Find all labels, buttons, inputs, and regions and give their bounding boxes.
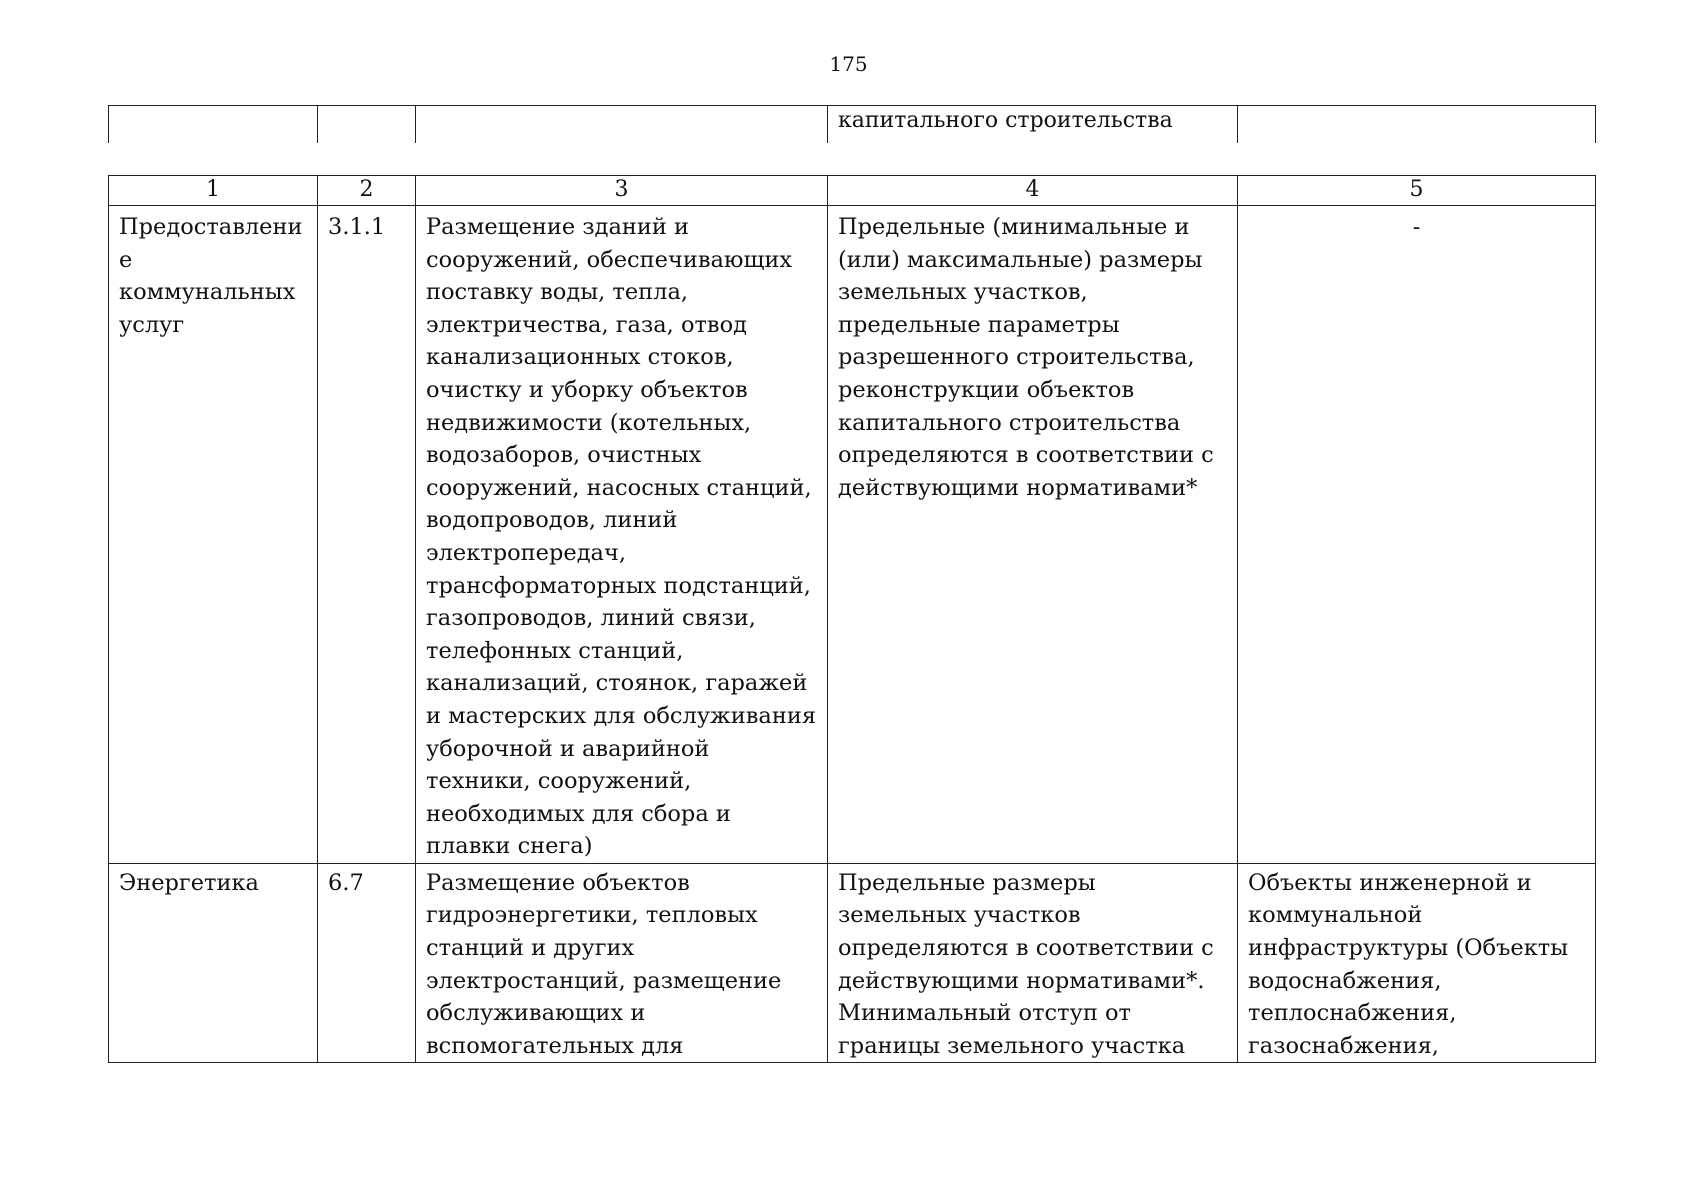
- cont-cell-4: капитального строительства: [828, 106, 1238, 144]
- limit-parameters: Предельные (минимальные и (или) максимальные) размеры земельных участков, предельные параметры разрешенного строительства, реконструкции объектов капитального строительства определяются в соответствии с действующими нормативами*: [828, 206, 1238, 864]
- continuation-row: [109, 106, 1596, 144]
- column-number-row: [109, 176, 1596, 206]
- column-number: 1: [109, 176, 318, 206]
- use-type-code: 3.1.1: [318, 206, 416, 864]
- cont-cell-5: [1238, 106, 1596, 144]
- page-number: 175: [829, 52, 868, 76]
- restrictions: Объекты инженерной и коммунальной инфраструктуры (Объекты водоснабжения, теплоснабжения, газоснабжения,: [1238, 863, 1596, 1063]
- column-number: 4: [828, 176, 1238, 206]
- regulations-table: [108, 175, 1596, 1063]
- use-type-description: Размещение зданий и сооружений, обеспечивающих поставку воды, тепла, электричества, газа, отвод канализационных стоков, очистку и уборку объектов недвижимости (котельных, водозаборов, очистных сооружений, насосных станций, водопроводов, линий электропередач, трансформаторных подстанций, газопроводов, линий связи, телефонных станций, канализаций, стоянок, гаражей и мастерских для обслуживания уборочной и аварийной техники, сооружений, необходимых для сбора и плавки снега): [416, 206, 828, 864]
- use-type-name: Энергетика: [109, 863, 318, 1063]
- restrictions: -: [1238, 206, 1596, 864]
- use-type-name: Предоставлени е коммунальных услуг: [109, 206, 318, 864]
- use-type-code: 6.7: [318, 863, 416, 1063]
- cont-cell-2: [318, 106, 416, 144]
- cont-cell-1: [109, 106, 318, 144]
- table-row: [109, 206, 1596, 864]
- table-row: [109, 863, 1596, 1063]
- limit-parameters: Предельные размеры земельных участков определяются в соответствии с действующими нормативами*. Минимальный отступ от границы земельного участка: [828, 863, 1238, 1063]
- cont-cell-3: [416, 106, 828, 144]
- continuation-table: [108, 105, 1596, 143]
- use-type-description: Размещение объектов гидроэнергетики, тепловых станций и других электростанций, размещение обслуживающих и вспомогательных для: [416, 863, 828, 1063]
- column-number: 5: [1238, 176, 1596, 206]
- column-number: 3: [416, 176, 828, 206]
- column-number: 2: [318, 176, 416, 206]
